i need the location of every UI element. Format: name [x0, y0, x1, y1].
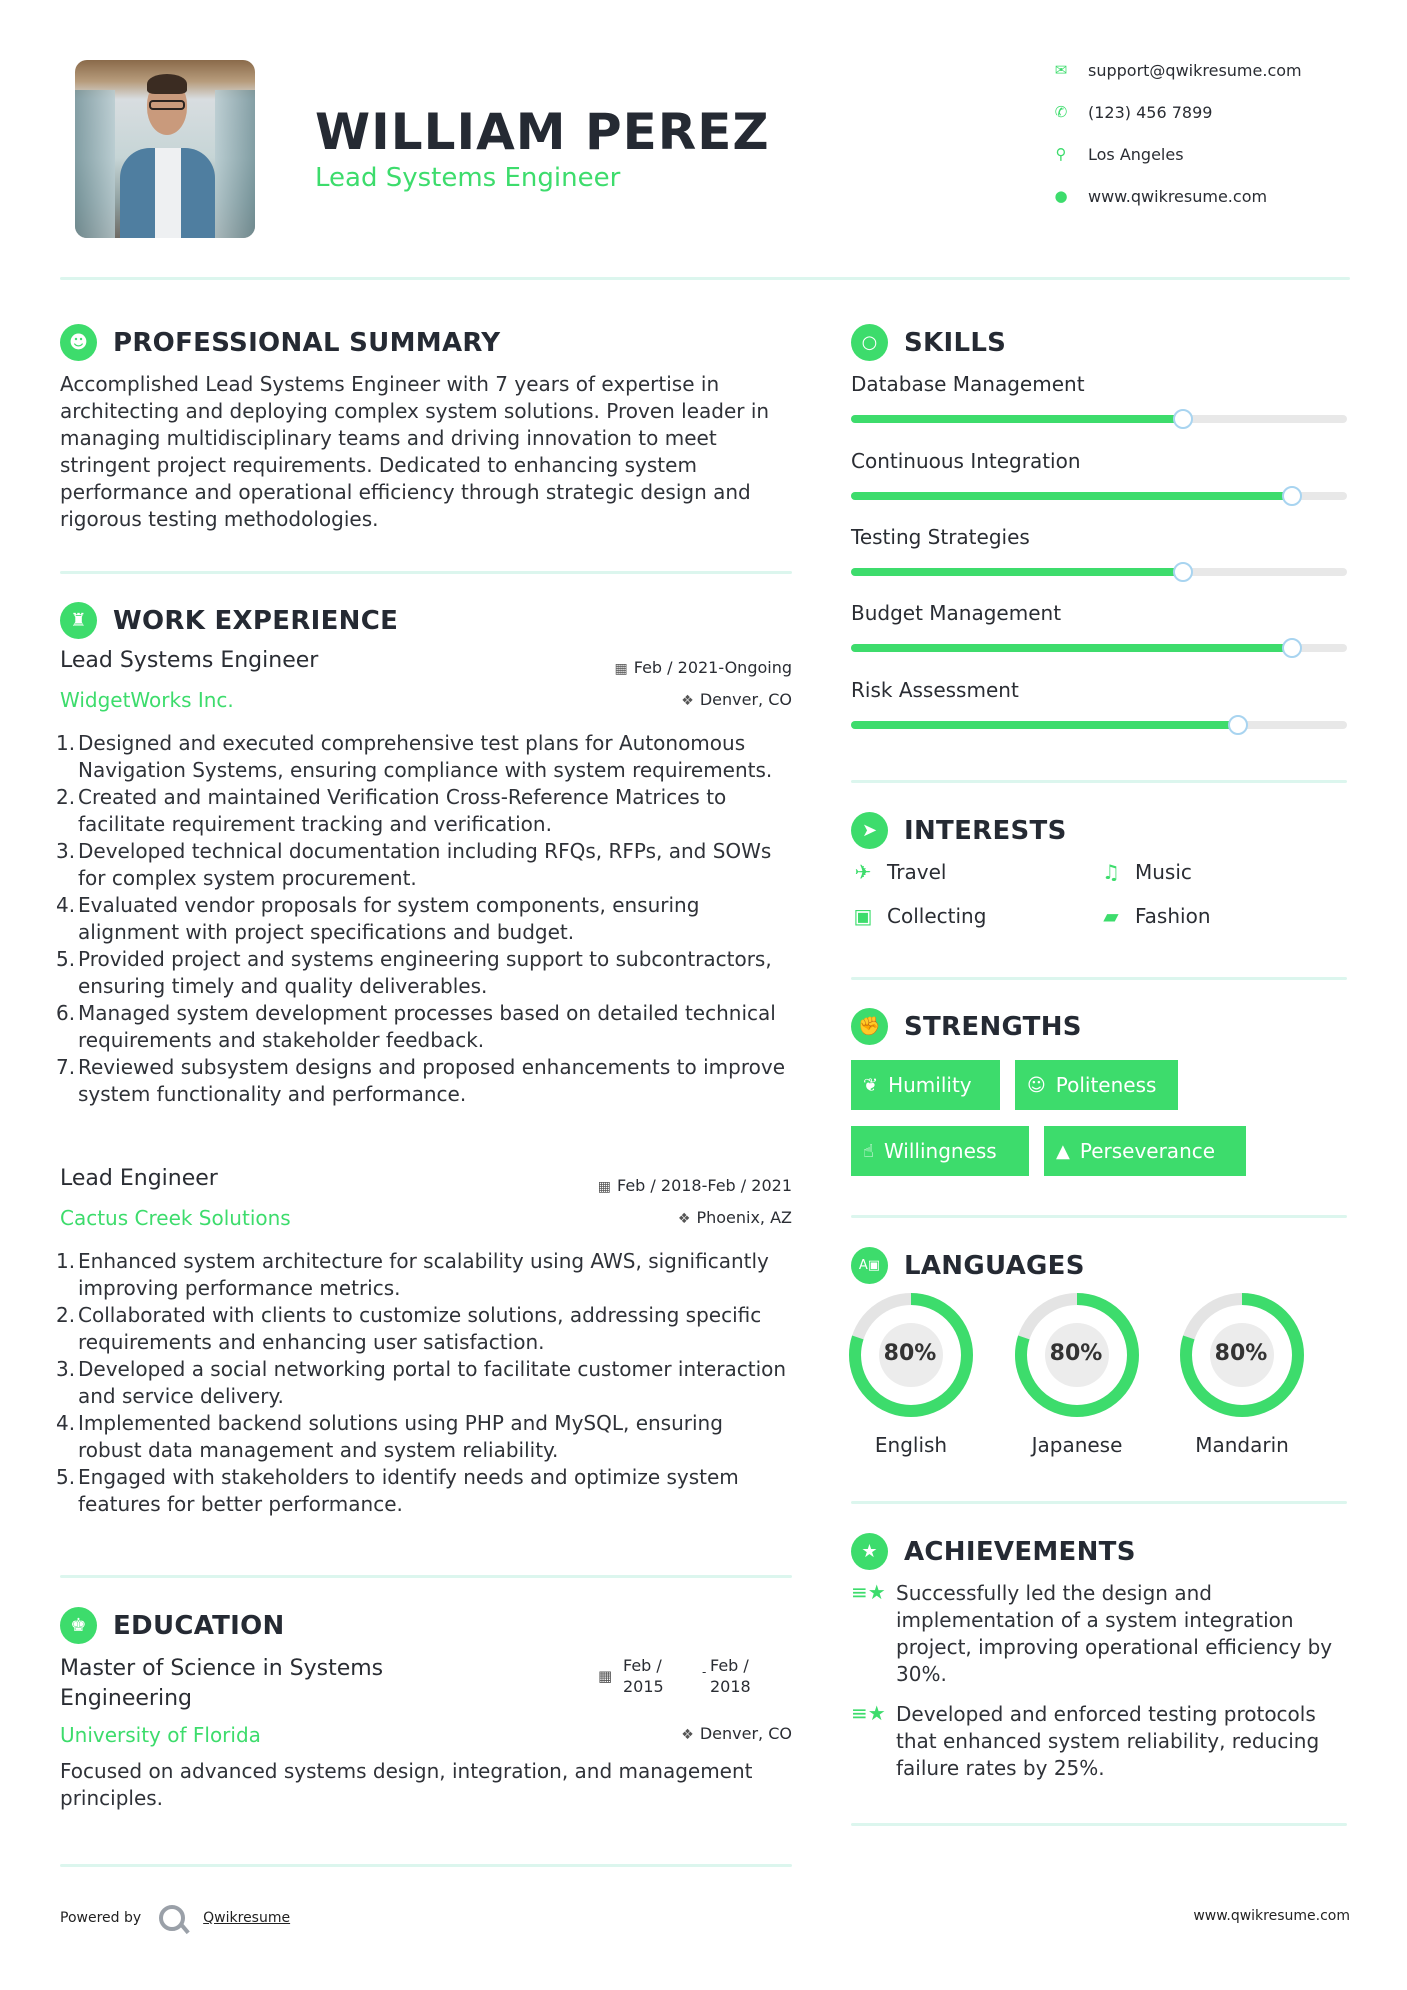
calendar-icon: ▦ — [598, 1667, 613, 1685]
powered-by-label: Powered by — [60, 1910, 142, 1926]
skill-item — [851, 678, 1347, 729]
profile-photo — [75, 60, 255, 238]
language-name: Mandarin — [1195, 1433, 1289, 1457]
user-icon: ☻ — [60, 324, 97, 361]
leaf-icon: ❦ — [863, 1074, 879, 1096]
experience-header — [60, 602, 398, 639]
skill-item — [851, 525, 1347, 576]
header-divider — [60, 277, 1350, 280]
skill-bar — [851, 644, 1347, 652]
skill-knob — [1173, 409, 1193, 429]
list-item: 6. Managed system development processes based on detailed technical requirements and stakeholder feedback. — [56, 1001, 776, 1052]
skills-divider — [851, 780, 1347, 783]
archive-box-icon: ▣ — [853, 904, 873, 928]
interest-item: ♫ Music — [1099, 860, 1192, 884]
contact-email-text: support@qwikresume.com — [1088, 60, 1302, 80]
qwikresume-link[interactable]: Qwikresume — [203, 1910, 291, 1926]
strength-tag: ☝ Willingness — [851, 1126, 1029, 1176]
skill-knob — [1282, 638, 1302, 658]
experience-title: WORK EXPERIENCE — [113, 605, 399, 636]
qwikresume-logo-icon — [159, 1905, 185, 1931]
achievements-title: ACHIEVEMENTS — [904, 1536, 1136, 1567]
job-dates: ▦ Feb / 2018-Feb / 2021 — [597, 1176, 792, 1195]
education-dates — [598, 1655, 768, 1705]
contact-location-text: Los Angeles — [1088, 144, 1184, 164]
strengths-divider — [851, 1215, 1347, 1218]
skill-bar — [851, 721, 1347, 729]
list-item: 3. Developed technical documentation including RFQs, RFPs, and SOWs for complex system procurement. — [56, 839, 772, 890]
list-item: 1. Designed and executed comprehensive test plans for Autonomous Navigation Systems, ensuring compliance with system requirements. — [56, 731, 773, 782]
job-entry-2 — [56, 1166, 792, 1518]
music-note-icon: ♫ — [1102, 860, 1120, 884]
experience-divider — [60, 1575, 792, 1578]
job-title: Lead Systems Engineer — [60, 648, 319, 673]
language-name: Japanese — [1031, 1433, 1123, 1457]
shooting-star-icon: ≡★ — [851, 1580, 886, 1604]
shopping-bag-icon: ▰ — [1103, 904, 1119, 928]
calendar-icon: ▦ — [614, 661, 628, 677]
thumbs-up-icon: ☝ — [863, 1140, 874, 1162]
envelope-icon: ✉ — [1054, 61, 1068, 79]
skill-knob — [1282, 486, 1302, 506]
skill-bar — [851, 492, 1347, 500]
summary-header — [60, 324, 500, 361]
interests-title: INTERESTS — [904, 815, 1067, 846]
language-percent: 80% — [883, 1341, 937, 1366]
smile-icon: ☺ — [1027, 1074, 1046, 1096]
job-title: Lead Engineer — [60, 1166, 218, 1191]
education-title: EDUCATION — [113, 1610, 285, 1641]
list-item: 5. Engaged with stakeholders to identify needs and optimize system features for better performance. — [56, 1465, 739, 1516]
job-location: ❖ Denver, CO — [681, 690, 792, 709]
contact-email[interactable] — [1052, 58, 1372, 82]
skill-bar — [851, 415, 1347, 423]
paper-plane-icon: ➤ — [851, 812, 888, 849]
languages-divider — [851, 1501, 1347, 1504]
interest-item: ▣ Collecting — [851, 904, 986, 928]
skill-bar — [851, 568, 1347, 576]
achievement-item: ≡★ Developed and enforced testing protocols that enhanced system reliability, reducing failure rates by 25%. — [851, 1701, 1320, 1780]
plane-icon: ✈ — [854, 860, 872, 884]
summary-text: Accomplished Lead Systems Engineer with 7 years of expertise in architecting and deploying complex system solutions. Proven leader in managing multidisciplinary teams and driving innovation to meet stringent project requirements. Dedicated to enhancing system performance and operational efficiency through strategic design and rigorous testing methodologies. — [60, 372, 770, 531]
interests-header — [851, 812, 1067, 849]
education-description: Focused on advanced systems design, integration, and management principles. — [60, 1759, 753, 1810]
job-company: Cactus Creek Solutions — [60, 1206, 291, 1230]
interest-item: ▰ Fashion — [1099, 904, 1211, 928]
language-item — [1012, 1291, 1142, 1457]
job-location: ❖ Phoenix, AZ — [677, 1208, 792, 1227]
skills-title: SKILLS — [904, 327, 1007, 358]
pushpin-icon: ❖ — [681, 693, 694, 709]
education-divider — [60, 1864, 792, 1867]
education-end: Feb / 2018 — [710, 1656, 751, 1696]
list-item: 2. Collaborated with clients to customize solutions, addressing specific requirements and enhancing user satisfaction. — [56, 1303, 762, 1354]
language-item — [846, 1291, 976, 1457]
fist-icon: ✊ — [851, 1008, 888, 1045]
job-bullets — [56, 1248, 792, 1518]
skill-knob — [1228, 715, 1248, 735]
lightbulb-icon: ○ — [851, 324, 888, 361]
list-item: 7. Reviewed subsystem designs and proposed enhancements to improve system functionality and performance. — [56, 1055, 786, 1106]
contact-phone[interactable] — [1052, 100, 1372, 124]
strengths-header — [851, 1008, 1082, 1045]
skills-header — [851, 324, 1006, 361]
skill-item — [851, 449, 1347, 500]
office-chair-icon: ♜ — [60, 602, 97, 639]
contact-website[interactable] — [1052, 184, 1372, 208]
list-item: 3. Developed a social networking portal to facilitate customer interaction and service delivery. — [56, 1357, 787, 1408]
list-item: 4. Implemented backend solutions using PHP and MySQL, ensuring robust data management and system reliability. — [56, 1411, 723, 1462]
summary-title: PROFESSIONAL SUMMARY — [113, 327, 501, 358]
strength-tag: ❦ Humility — [851, 1060, 1000, 1110]
list-item: 4. Evaluated vendor proposals for system components, ensuring alignment with project specifications and budget. — [56, 893, 700, 944]
skill-label: Risk Assessment — [851, 678, 1019, 702]
job-company: WidgetWorks Inc. — [60, 688, 234, 712]
education-location: ❖ Denver, CO — [681, 1724, 792, 1743]
school-name: University of Florida — [60, 1723, 261, 1747]
list-item: 2. Created and maintained Verification Cross-Reference Matrices to facilitate requirement tracking and verification. — [56, 785, 727, 836]
shooting-star-icon: ≡★ — [851, 1701, 886, 1725]
footer-powered-by — [60, 1905, 290, 1931]
calendar-icon: ▦ — [597, 1179, 611, 1195]
achievements-divider — [851, 1823, 1347, 1826]
skill-knob — [1173, 562, 1193, 582]
language-percent: 80% — [1049, 1341, 1103, 1366]
footer-website[interactable]: www.qwikresume.com — [1193, 1908, 1350, 1924]
achievement-item: ≡★ Successfully led the design and implementation of a system integration project, improving operational efficiency by 30%. — [851, 1580, 1333, 1686]
languages-header — [851, 1247, 1085, 1284]
strength-tag: ▲ Perseverance — [1044, 1126, 1246, 1176]
skill-label: Budget Management — [851, 601, 1062, 625]
road-icon: ▲ — [1056, 1140, 1070, 1162]
achievements-header — [851, 1533, 1136, 1570]
star-badge-icon: ★ — [851, 1533, 888, 1570]
map-pin-icon: ⚲ — [1055, 145, 1067, 163]
interests-divider — [851, 977, 1347, 980]
strength-tag: ☺ Politeness — [1015, 1060, 1178, 1110]
contact-website-text: www.qwikresume.com — [1088, 186, 1268, 206]
globe-icon: ● — [1054, 187, 1068, 205]
date-separator: - — [702, 1665, 707, 1679]
job-entry-1 — [56, 648, 792, 1108]
translate-icon: A▣ — [851, 1247, 888, 1284]
pushpin-icon: ❖ — [677, 1211, 691, 1227]
language-name: English — [874, 1433, 948, 1457]
skill-item — [851, 372, 1347, 423]
degree-title: Master of Science in Systems Engineering — [60, 1656, 384, 1711]
list-item: 1. Enhanced system architecture for scalability using AWS, significantly improving performance metrics. — [56, 1249, 769, 1300]
education-start: Feb / 2015 — [623, 1656, 664, 1696]
summary-divider — [60, 571, 792, 574]
graduate-icon: ♚ — [60, 1607, 97, 1644]
education-header — [60, 1607, 285, 1644]
skill-label: Testing Strategies — [851, 525, 1030, 549]
skill-label: Continuous Integration — [851, 449, 1081, 473]
list-item: 5. Provided project and systems engineering support to subcontractors, ensuring timely and quality deliverables. — [56, 947, 772, 998]
contact-location — [1052, 142, 1372, 166]
language-percent: 80% — [1214, 1341, 1268, 1366]
candidate-title: Lead Systems Engineer — [315, 163, 621, 193]
interest-item: ✈ Travel — [851, 860, 946, 884]
pushpin-icon: ❖ — [681, 1727, 694, 1743]
strengths-title: STRENGTHS — [904, 1011, 1082, 1042]
skill-item — [851, 601, 1347, 652]
contact-phone-text: (123) 456 7899 — [1088, 102, 1213, 122]
candidate-name: WILLIAM PEREZ — [315, 103, 770, 161]
job-bullets — [56, 730, 792, 1108]
phone-icon: ✆ — [1054, 103, 1068, 121]
job-dates: ▦ Feb / 2021-Ongoing — [614, 658, 792, 677]
languages-title: LANGUAGES — [904, 1250, 1085, 1281]
language-item — [1177, 1291, 1307, 1457]
skill-label: Database Management — [851, 372, 1085, 396]
